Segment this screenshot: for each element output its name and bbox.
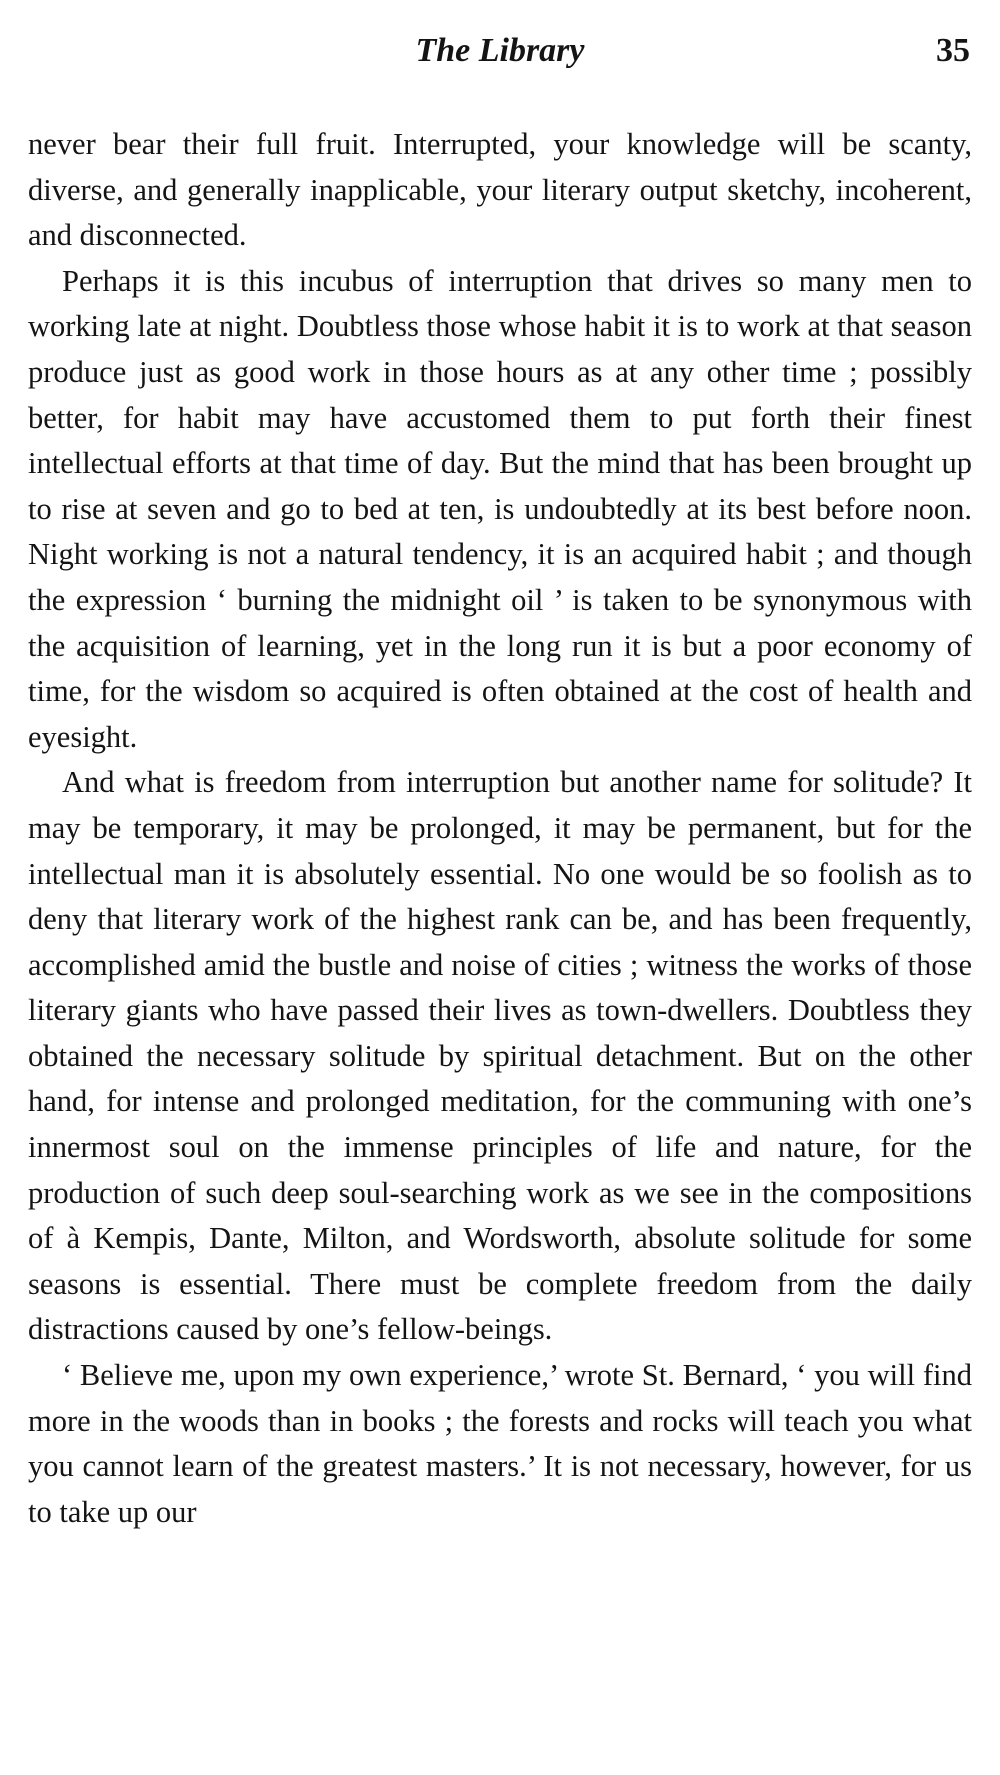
running-head: [28, 26, 972, 76]
paragraph-3: And what is freedom from interruption but another name for solitude? It may be temporary, it may be prolonged, it may be permanent, but for the intellectual man it is absolutely essential. No one would be so foolish as to deny that literary work of the highest rank can be, and has been frequently, accomplished amid the bustle and noise of cities ; witness the works of those literary giants who have passed their lives as town-dwellers. Doubtless they obtained the necessary solitude by spiritual detachment. But on the other hand, for intense and prolonged meditation, for the communing with one’s innermost soul on the immense principles of life and nature, for the production of such deep soul-searching work as we see in the compositions of à Kempis, Dante, Milton, and Wordsworth, absolute solitude for some seasons is essential. There must be complete freedom from the daily distractions caused by one’s fellow-beings.: [28, 765, 972, 1347]
body-text: [28, 122, 972, 1535]
paragraph-2: Perhaps it is this incubus of interruption that drives so many men to working late at night. Doubtless those whose habit it is to work at that season produce just as good work in those hours as at any other time ; possibly better, for habit may have accustomed them to put forth their finest intellectual efforts at that time of day. But the mind that has been brought up to rise at seven and go to bed at ten, is undoubtedly at its best before noon. Night working is not a natural tendency, it is an acquired habit ; and though the expression ‘ burning the midnight oil ’ is taken to be synonymous with the acquisition of learning, yet in the long run it is but a poor economy of time, for the wisdom so acquired is often obtained at the cost of health and eyesight.: [28, 263, 972, 754]
paragraph-4: ‘ Believe me, upon my own experience,’ wrote St. Bernard, ‘ you will find more in the woods than in books ; the forests and rocks will teach you what you cannot learn of the greatest masters.’ It is not necessary, however, for us to take up our: [28, 1358, 972, 1529]
page-number: 35: [936, 32, 970, 69]
running-title: The Library: [415, 32, 585, 69]
paragraph-1: never bear their full fruit. Interrupted, your knowledge will be scanty, diverse, and generally inapplicable, your literary output sketchy, incoherent, and disconnected.: [28, 127, 972, 253]
